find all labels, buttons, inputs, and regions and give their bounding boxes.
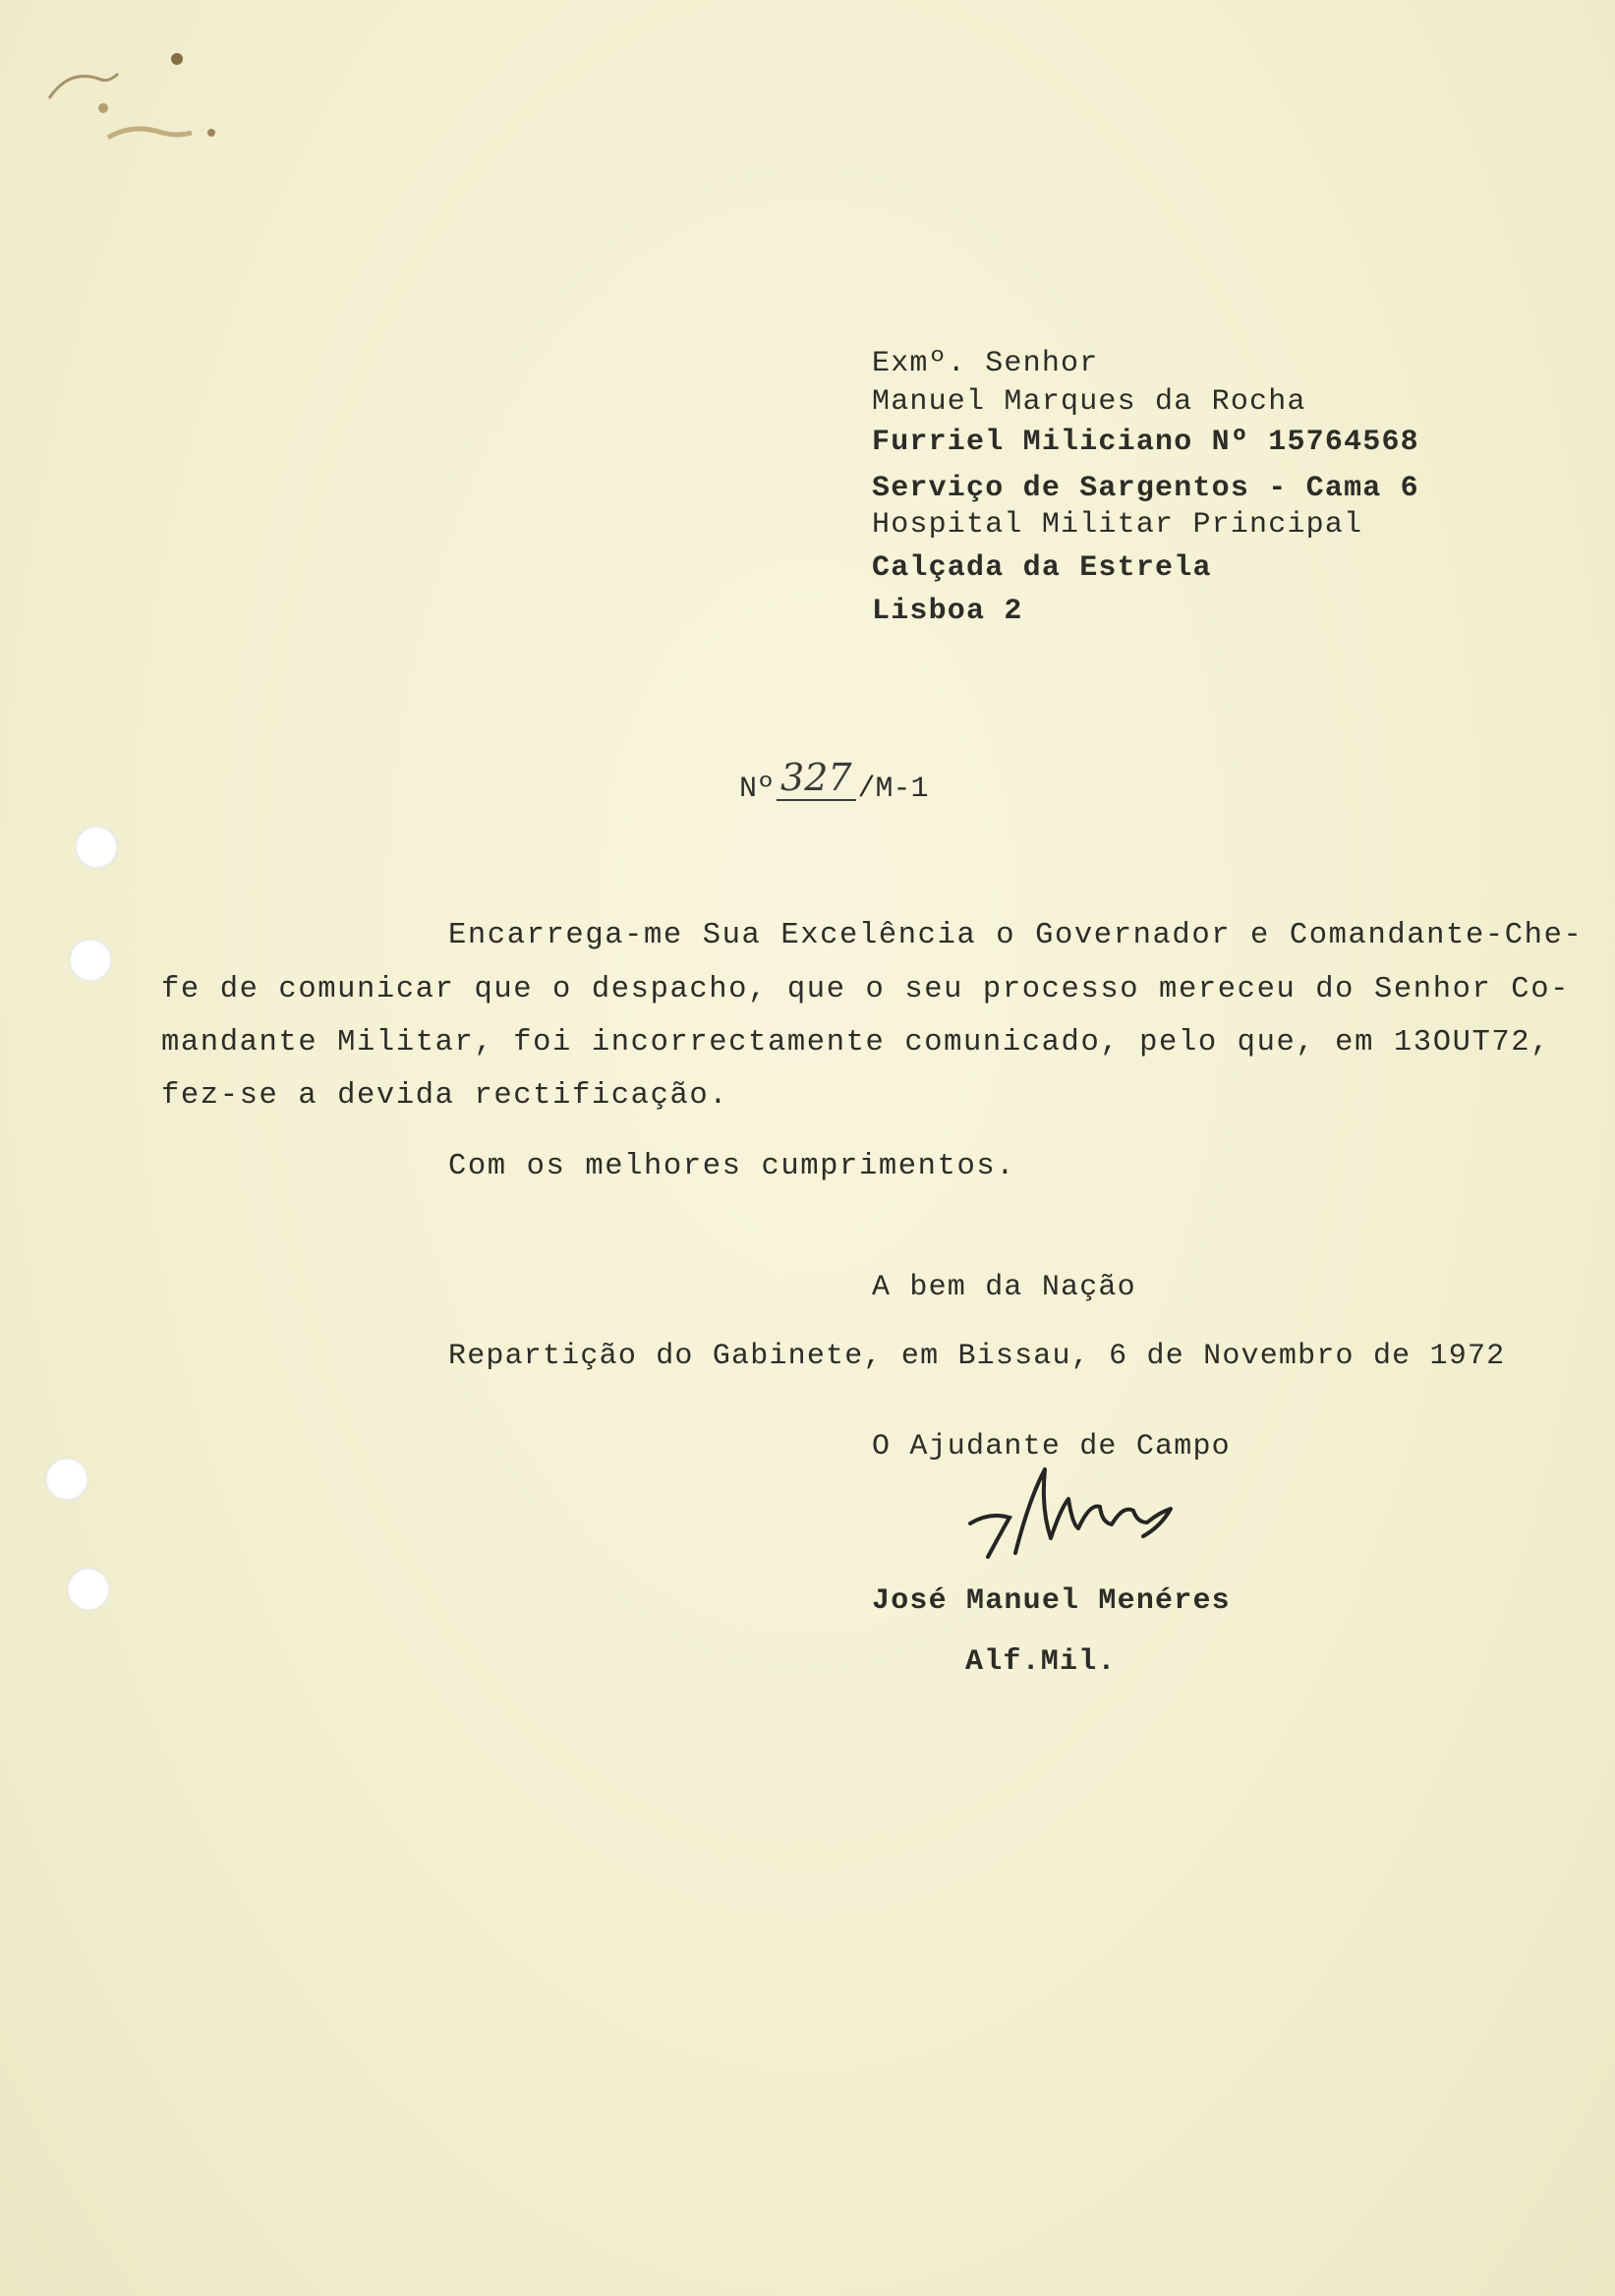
- recipient-rank: Furriel Miliciano Nº 15764568: [872, 426, 1419, 459]
- rust-stain-mark: [39, 39, 226, 157]
- signatory-rank: Alf.Mil.: [965, 1645, 1117, 1679]
- body-line: Encarrega-me Sua Excelência o Governador e Comandante-Che-: [448, 919, 1584, 952]
- closing-line: Com os melhores cumprimentos.: [448, 1150, 1016, 1183]
- reference-suffix: /M-1: [857, 773, 929, 806]
- recipient-salutation: Exmº. Senhor: [872, 347, 1099, 380]
- reference-number: [739, 756, 929, 807]
- reference-handwritten-number: 327: [777, 756, 856, 801]
- signatory-name: José Manuel Menéres: [872, 1584, 1231, 1618]
- recipient-service: Serviço de Sargentos - Cama 6: [872, 472, 1419, 505]
- place-and-date: Repartição do Gabinete, em Bissau, 6 de Novembro de 1972: [448, 1340, 1506, 1373]
- body-line: fe de comunicar que o despacho, que o seu processo mereceu do Senhor Co-: [161, 973, 1571, 1006]
- punch-hole: [69, 939, 112, 982]
- signatory-title: O Ajudante de Campo: [872, 1430, 1231, 1464]
- recipient-street: Calçada da Estrela: [872, 551, 1212, 585]
- recipient-city: Lisboa 2: [872, 595, 1023, 628]
- recipient-hospital: Hospital Militar Principal: [872, 508, 1363, 542]
- recipient-name: Manuel Marques da Rocha: [872, 385, 1306, 419]
- handwritten-signature: [958, 1463, 1224, 1571]
- punch-hole: [45, 1458, 88, 1501]
- motto: A bem da Nação: [872, 1271, 1136, 1304]
- body-line: mandante Militar, foi incorrectamente comunicado, pelo que, em 13OUT72,: [161, 1026, 1551, 1060]
- reference-prefix: Nº: [739, 773, 776, 806]
- punch-hole: [75, 826, 118, 869]
- body-line: fez-se a devida rectificação.: [161, 1079, 729, 1113]
- punch-hole: [67, 1568, 110, 1611]
